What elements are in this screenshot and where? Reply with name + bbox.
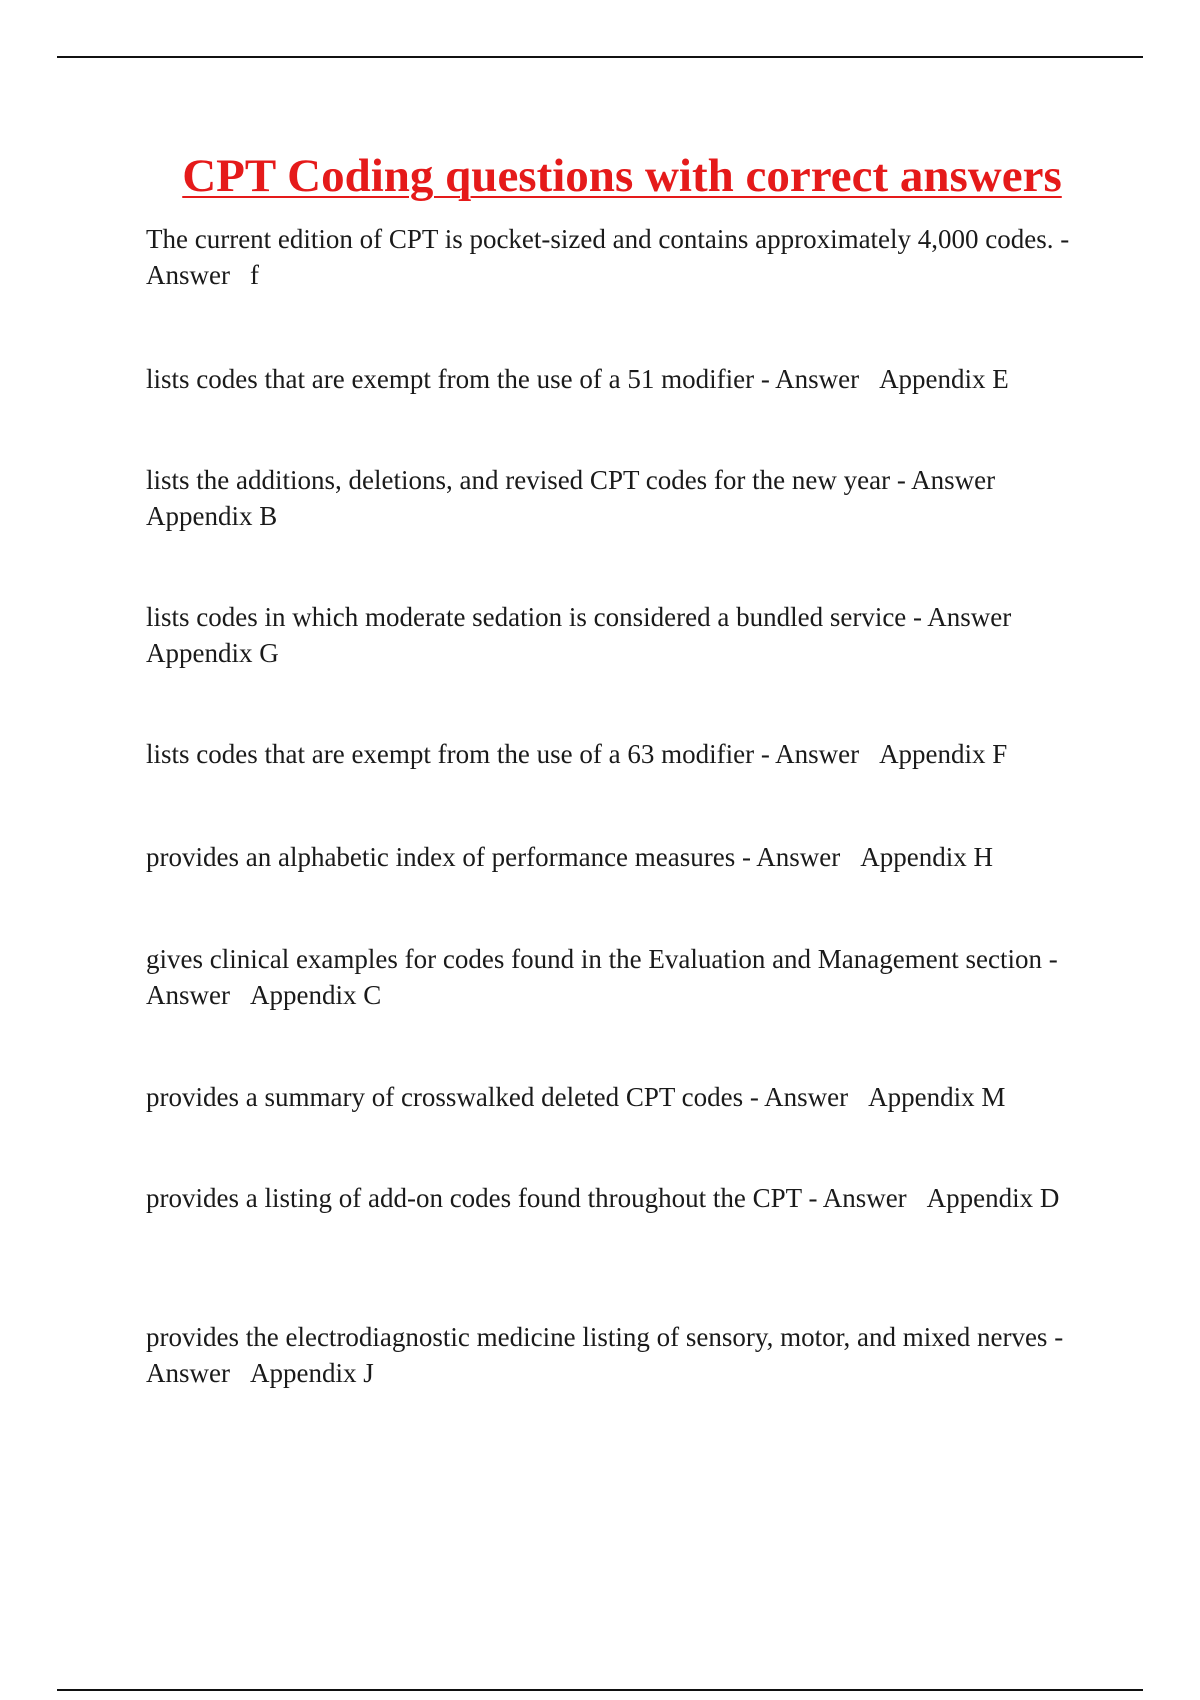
question-text: lists codes in which moderate sedation is considered a bundled service [146, 602, 907, 632]
question-text: The current edition of CPT is pocket-sized and contains approximately 4,000 codes. [146, 224, 1054, 254]
bottom-rule [57, 1689, 1143, 1691]
question-text: provides the electrodiagnostic medicine listing of sensory, motor, and mixed nerves [146, 1322, 1048, 1352]
page-title: CPT Coding questions with correct answers [182, 150, 1062, 202]
answer-label: - Answer [896, 465, 996, 495]
question-text: provides a summary of crosswalked deleted CPT codes [146, 1082, 744, 1112]
qa-item [146, 361, 1091, 397]
question-text: lists the additions, deletions, and revised CPT codes for the new year [146, 465, 891, 495]
answer-text: Appendix H [860, 842, 993, 872]
qa-item [146, 599, 1091, 671]
answer-text: Appendix M [868, 1082, 1006, 1112]
answer-text: Appendix F [879, 739, 1008, 769]
answer-label: - Answer [808, 1183, 907, 1213]
question-text: lists codes that are exempt from the use of a 51 modifier [146, 364, 755, 394]
answer-text: Appendix E [879, 364, 1009, 394]
qa-item [146, 462, 1091, 534]
top-rule [57, 56, 1143, 58]
qa-item [146, 736, 1091, 772]
question-text: lists codes that are exempt from the use of a 63 modifier [146, 739, 755, 769]
answer-label: - Answer [749, 1082, 849, 1112]
answer-label: - Answer [146, 224, 1070, 290]
answer-text: f [249, 260, 259, 290]
qa-item [146, 1079, 1091, 1115]
answer-text: Appendix D [926, 1183, 1060, 1213]
qa-item [146, 941, 1091, 1013]
question-text: provides a listing of add-on codes found throughout the CPT [146, 1183, 802, 1213]
answer-text: Appendix G [146, 638, 279, 668]
qa-item [146, 839, 1091, 875]
answer-text: Appendix B [146, 501, 278, 531]
answer-label: - Answer [146, 944, 1058, 1010]
answer-label: - Answer [146, 1322, 1064, 1388]
qa-item [146, 1180, 1091, 1216]
answer-label: - Answer [742, 842, 841, 872]
answer-label: - Answer [913, 602, 1012, 632]
answer-text: Appendix J [249, 1358, 374, 1388]
answer-label: - Answer [760, 739, 860, 769]
question-text: gives clinical examples for codes found in the Evaluation and Management section [146, 944, 1042, 974]
qa-item [146, 1319, 1091, 1391]
question-text: provides an alphabetic index of performance measures [146, 842, 736, 872]
qa-item [146, 221, 1091, 293]
answer-text: Appendix C [249, 980, 382, 1010]
answer-label: - Answer [760, 364, 860, 394]
